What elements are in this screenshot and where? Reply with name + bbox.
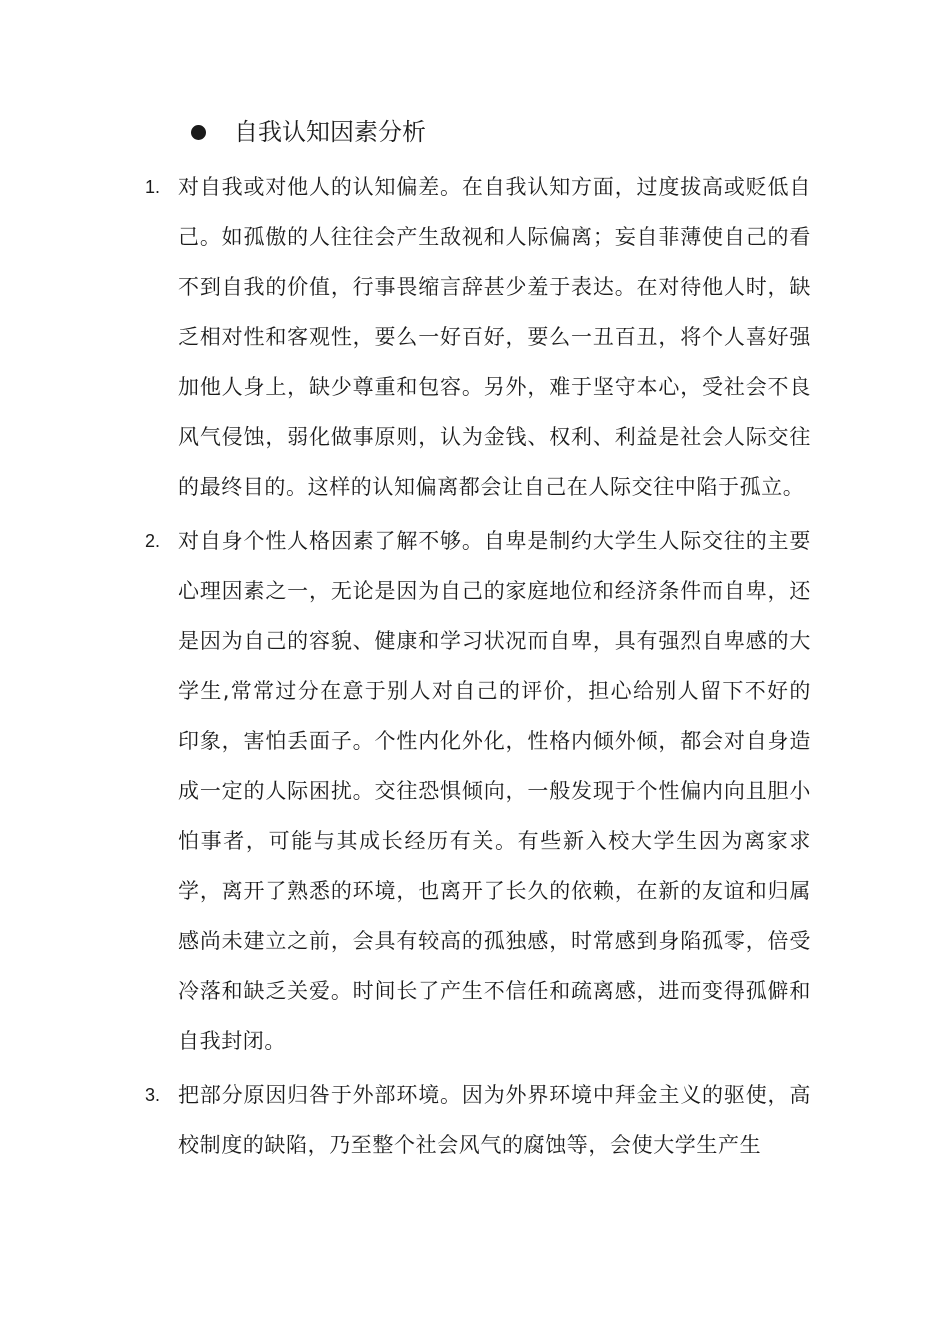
bullet-icon (191, 125, 206, 140)
list-item-number: 3. (145, 1085, 161, 1105)
numbered-list (145, 162, 825, 1174)
heading-text: 自我认知因素分析 (234, 118, 426, 146)
list-item-number: 1. (145, 177, 161, 197)
list-item (145, 516, 825, 1066)
list-item-text: 对自我或对他人的认知偏差。在自我认知方面，过度拔高或贬低自己。如孤傲的人往往会产生敌视和人际偏离；妄自菲薄使自己的看不到自我的价值，行事畏缩言辞甚少羞于表达。在对待他人时，缺乏相对性和客观性，要么一好百好，要么一丑百丑，将个人喜好强加他人身上，缺少尊重和包容。另外，难于坚守本心，受社会不良风气侵蚀，弱化做事原则，认为金钱、权利、利益是社会人际交往的最终目的。这样的认知偏离都会让自己在人际交往中陷于孤立。 (178, 175, 811, 499)
list-item (145, 1070, 825, 1170)
list-item-number: 2. (145, 531, 161, 551)
list-item-text: 对自身个性人格因素了解不够。自卑是制约大学生人际交往的主要心理因素之一，无论是因为自己的家庭地位和经济条件而自卑，还是因为自己的容貌、健康和学习状况而自卑，具有强烈自卑感的大学生,常常过分在意于别人对自己的评价，担心给别人留下不好的印象，害怕丢面子。个性内化外化，性格内倾外倾，都会对自身造成一定的人际困扰。交往恐惧倾向，一般发现于个性偏内向且胆小怕事者，可能与其成长经历有关。有些新入校大学生因为离家求学，离开了熟悉的环境，也离开了长久的依赖，在新的友谊和归属感尚未建立之前，会具有较高的孤独感，时常感到身陷孤零，倍受冷落和缺乏关爱。时间长了产生不信任和疏离感，进而变得孤僻和自我封闭。 (178, 529, 811, 1053)
list-item (145, 162, 825, 512)
list-item-text: 把部分原因归咎于外部环境。因为外界环境中拜金主义的驱使，高校制度的缺陷，乃至整个社会风气的腐蚀等，会使大学生产生 (178, 1083, 811, 1157)
section-heading (188, 112, 426, 152)
